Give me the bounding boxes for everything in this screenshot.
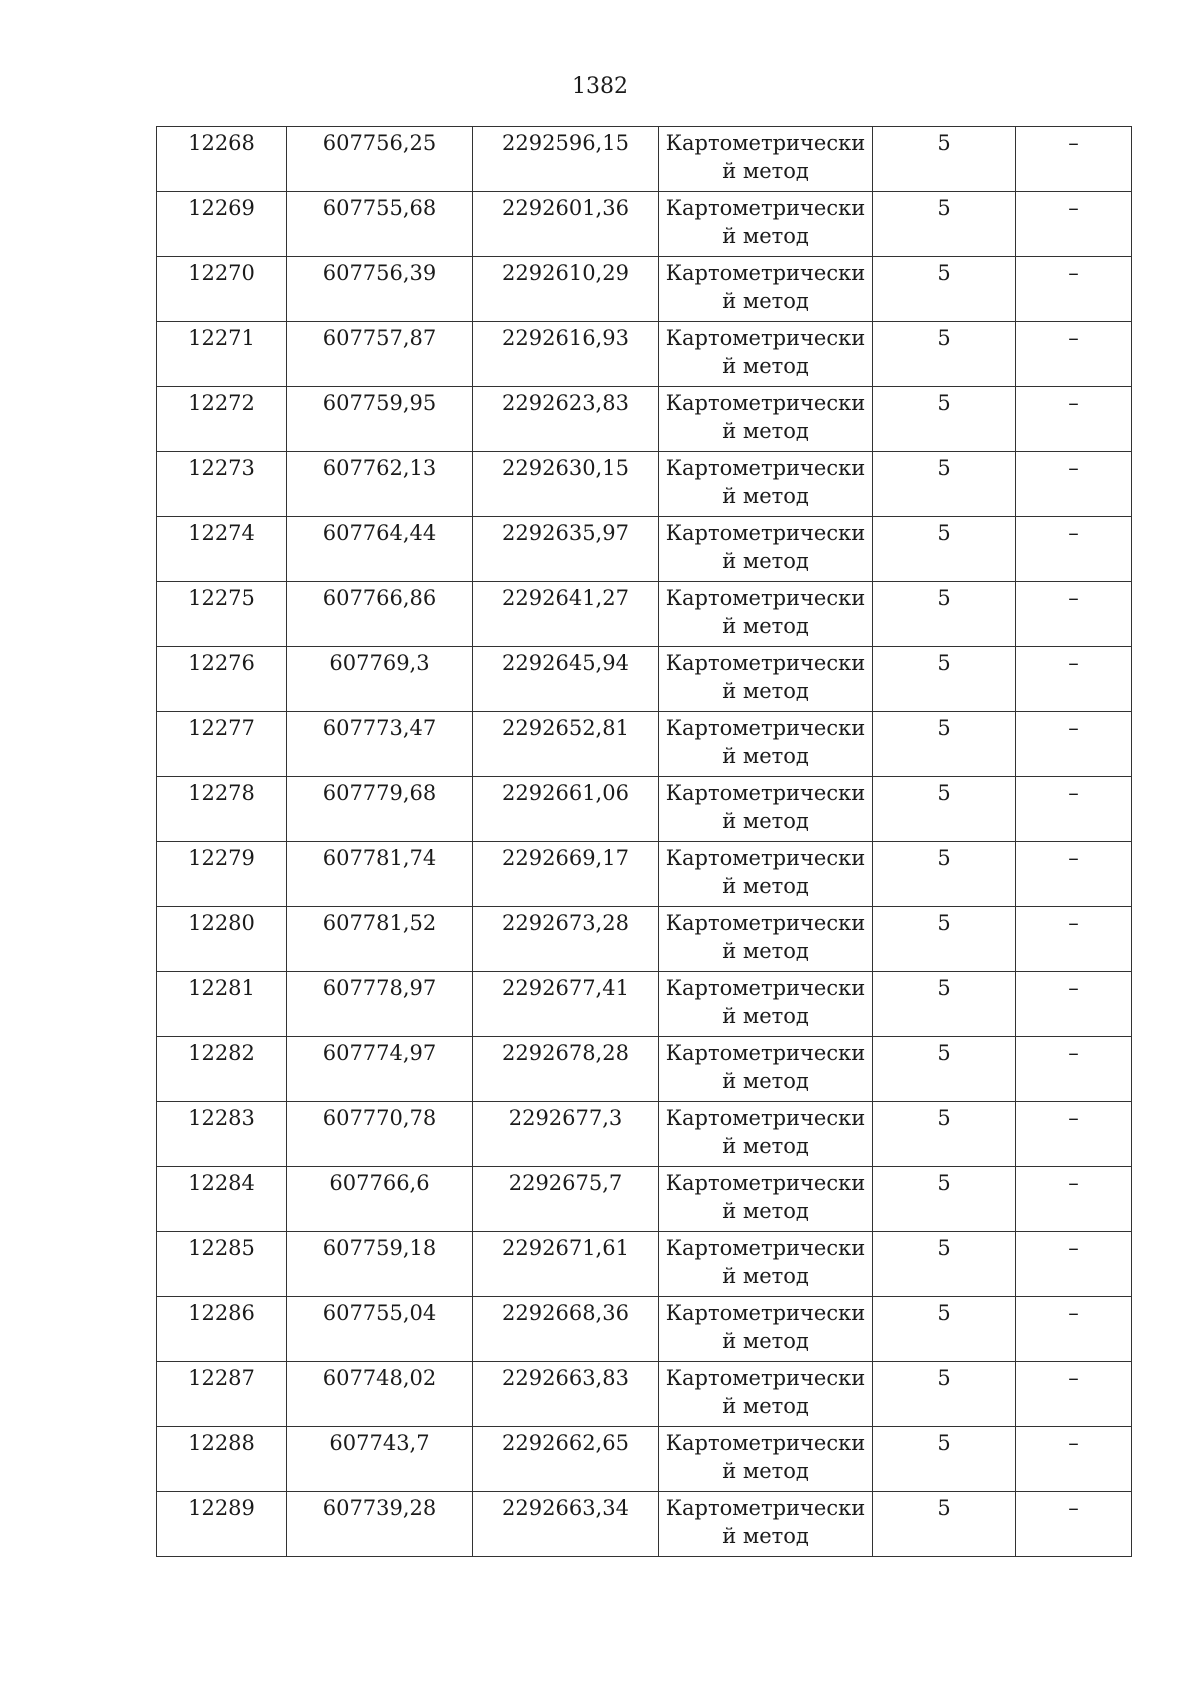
y-coordinate-cell: 2292677,3 [473,1102,659,1167]
accuracy-cell: 5 [873,647,1016,712]
table-row [157,1167,1132,1232]
point-number-cell: 12281 [157,972,287,1037]
accuracy-cell: 5 [873,972,1016,1037]
method-text-line: Картометрически [665,846,866,870]
x-coordinate-cell: 607779,68 [287,777,473,842]
point-number-cell: 12274 [157,517,287,582]
note-cell: – [1016,257,1132,322]
x-coordinate-cell: 607766,6 [287,1167,473,1232]
method-text-line: й метод [722,744,809,768]
method-text-line: Картометрически [665,651,866,675]
x-coordinate-cell: 607756,25 [287,127,473,192]
coordinates-table [156,126,1132,1557]
point-number-cell: 12273 [157,452,287,517]
table-row [157,1362,1132,1427]
method-text-line: й метод [722,809,809,833]
coordinates-table-body [157,127,1132,1557]
table-row [157,127,1132,192]
note-cell: – [1016,647,1132,712]
table-row [157,1232,1132,1297]
method-text-line: Картометрически [665,911,866,935]
y-coordinate-cell: 2292661,06 [473,777,659,842]
method-text-line: Картометрически [665,1366,866,1390]
method-text-line: й метод [722,874,809,898]
method-cell [659,1362,873,1427]
accuracy-cell: 5 [873,1362,1016,1427]
note-cell: – [1016,322,1132,387]
method-cell [659,712,873,777]
method-text-line: й метод [722,1524,809,1548]
point-number-cell: 12286 [157,1297,287,1362]
note-cell: – [1016,1232,1132,1297]
point-number-cell: 12285 [157,1232,287,1297]
x-coordinate-cell: 607770,78 [287,1102,473,1167]
method-cell [659,1297,873,1362]
method-cell [659,192,873,257]
method-text-line: й метод [722,1329,809,1353]
note-cell: – [1016,777,1132,842]
note-cell: – [1016,1297,1132,1362]
note-cell: – [1016,712,1132,777]
method-text-line: Картометрически [665,1236,866,1260]
y-coordinate-cell: 2292669,17 [473,842,659,907]
note-cell: – [1016,1492,1132,1557]
y-coordinate-cell: 2292596,15 [473,127,659,192]
y-coordinate-cell: 2292662,65 [473,1427,659,1492]
x-coordinate-cell: 607774,97 [287,1037,473,1102]
accuracy-cell: 5 [873,1167,1016,1232]
y-coordinate-cell: 2292673,28 [473,907,659,972]
y-coordinate-cell: 2292601,36 [473,192,659,257]
point-number-cell: 12271 [157,322,287,387]
x-coordinate-cell: 607759,18 [287,1232,473,1297]
table-row [157,777,1132,842]
point-number-cell: 12279 [157,842,287,907]
method-cell [659,972,873,1037]
accuracy-cell: 5 [873,192,1016,257]
x-coordinate-cell: 607759,95 [287,387,473,452]
note-cell: – [1016,1102,1132,1167]
table-row [157,257,1132,322]
table-row [157,1492,1132,1557]
method-text-line: Картометрически [665,1496,866,1520]
point-number-cell: 12275 [157,582,287,647]
method-text-line: Картометрически [665,521,866,545]
note-cell: – [1016,972,1132,1037]
point-number-cell: 12278 [157,777,287,842]
note-cell: – [1016,842,1132,907]
point-number-cell: 12272 [157,387,287,452]
method-cell [659,452,873,517]
method-cell [659,1037,873,1102]
point-number-cell: 12282 [157,1037,287,1102]
accuracy-cell: 5 [873,452,1016,517]
accuracy-cell: 5 [873,1232,1016,1297]
method-text-line: й метод [722,419,809,443]
method-text-line: й метод [722,939,809,963]
note-cell: – [1016,1362,1132,1427]
note-cell: – [1016,127,1132,192]
method-text-line: Картометрически [665,1301,866,1325]
method-text-line: й метод [722,614,809,638]
method-text-line: Картометрически [665,131,866,155]
method-cell [659,257,873,322]
y-coordinate-cell: 2292678,28 [473,1037,659,1102]
method-cell [659,322,873,387]
method-text-line: й метод [722,1069,809,1093]
note-cell: – [1016,192,1132,257]
method-text-line: Картометрически [665,1431,866,1455]
note-cell: – [1016,452,1132,517]
method-text-line: Картометрически [665,261,866,285]
y-coordinate-cell: 2292630,15 [473,452,659,517]
method-cell [659,647,873,712]
table-row [157,712,1132,777]
method-text-line: Картометрически [665,586,866,610]
x-coordinate-cell: 607781,74 [287,842,473,907]
method-text-line: й метод [722,224,809,248]
y-coordinate-cell: 2292635,97 [473,517,659,582]
accuracy-cell: 5 [873,842,1016,907]
point-number-cell: 12284 [157,1167,287,1232]
method-text-line: й метод [722,1199,809,1223]
method-text-line: Картометрически [665,1106,866,1130]
table-row [157,452,1132,517]
method-text-line: й метод [722,1134,809,1158]
y-coordinate-cell: 2292663,83 [473,1362,659,1427]
y-coordinate-cell: 2292645,94 [473,647,659,712]
accuracy-cell: 5 [873,1492,1016,1557]
method-cell [659,387,873,452]
note-cell: – [1016,517,1132,582]
x-coordinate-cell: 607766,86 [287,582,473,647]
table-row [157,1102,1132,1167]
table-row [157,1297,1132,1362]
accuracy-cell: 5 [873,1037,1016,1102]
x-coordinate-cell: 607743,7 [287,1427,473,1492]
method-cell [659,1492,873,1557]
point-number-cell: 12288 [157,1427,287,1492]
method-cell [659,1232,873,1297]
table-row [157,1427,1132,1492]
method-text-line: Картометрически [665,1041,866,1065]
y-coordinate-cell: 2292641,27 [473,582,659,647]
y-coordinate-cell: 2292675,7 [473,1167,659,1232]
table-row [157,387,1132,452]
accuracy-cell: 5 [873,257,1016,322]
point-number-cell: 12280 [157,907,287,972]
y-coordinate-cell: 2292652,81 [473,712,659,777]
accuracy-cell: 5 [873,1102,1016,1167]
y-coordinate-cell: 2292677,41 [473,972,659,1037]
accuracy-cell: 5 [873,777,1016,842]
method-cell [659,127,873,192]
table-row [157,972,1132,1037]
method-text-line: й метод [722,1459,809,1483]
method-text-line: Картометрически [665,1171,866,1195]
accuracy-cell: 5 [873,127,1016,192]
point-number-cell: 12268 [157,127,287,192]
x-coordinate-cell: 607739,28 [287,1492,473,1557]
accuracy-cell: 5 [873,387,1016,452]
method-text-line: Картометрически [665,391,866,415]
method-cell [659,582,873,647]
accuracy-cell: 5 [873,322,1016,387]
accuracy-cell: 5 [873,712,1016,777]
method-text-line: й метод [722,1264,809,1288]
accuracy-cell: 5 [873,1297,1016,1362]
y-coordinate-cell: 2292663,34 [473,1492,659,1557]
point-number-cell: 12269 [157,192,287,257]
x-coordinate-cell: 607773,47 [287,712,473,777]
method-text-line: Картометрически [665,976,866,1000]
note-cell: – [1016,1037,1132,1102]
x-coordinate-cell: 607762,13 [287,452,473,517]
accuracy-cell: 5 [873,517,1016,582]
point-number-cell: 12283 [157,1102,287,1167]
x-coordinate-cell: 607756,39 [287,257,473,322]
note-cell: – [1016,582,1132,647]
method-text-line: й метод [722,159,809,183]
table-row [157,647,1132,712]
method-text-line: Картометрически [665,716,866,740]
point-number-cell: 12277 [157,712,287,777]
method-text-line: й метод [722,549,809,573]
method-cell [659,777,873,842]
x-coordinate-cell: 607757,87 [287,322,473,387]
x-coordinate-cell: 607748,02 [287,1362,473,1427]
table-row [157,322,1132,387]
method-cell [659,1102,873,1167]
y-coordinate-cell: 2292623,83 [473,387,659,452]
method-cell [659,842,873,907]
note-cell: – [1016,1167,1132,1232]
accuracy-cell: 5 [873,582,1016,647]
accuracy-cell: 5 [873,1427,1016,1492]
point-number-cell: 12276 [157,647,287,712]
page-number: 1382 [572,74,628,99]
x-coordinate-cell: 607755,68 [287,192,473,257]
table-row [157,582,1132,647]
table-row [157,192,1132,257]
note-cell: – [1016,1427,1132,1492]
method-text-line: Картометрически [665,196,866,220]
table-row [157,907,1132,972]
point-number-cell: 12270 [157,257,287,322]
method-cell [659,907,873,972]
y-coordinate-cell: 2292668,36 [473,1297,659,1362]
point-number-cell: 12289 [157,1492,287,1557]
method-text-line: й метод [722,679,809,703]
x-coordinate-cell: 607764,44 [287,517,473,582]
note-cell: – [1016,387,1132,452]
method-text-line: Картометрически [665,781,866,805]
method-text-line: Картометрически [665,326,866,350]
method-text-line: й метод [722,484,809,508]
method-text-line: й метод [722,289,809,313]
method-cell [659,517,873,582]
note-cell: – [1016,907,1132,972]
method-text-line: й метод [722,1394,809,1418]
x-coordinate-cell: 607769,3 [287,647,473,712]
y-coordinate-cell: 2292610,29 [473,257,659,322]
point-number-cell: 12287 [157,1362,287,1427]
table-row [157,1037,1132,1102]
method-text-line: й метод [722,354,809,378]
x-coordinate-cell: 607755,04 [287,1297,473,1362]
y-coordinate-cell: 2292616,93 [473,322,659,387]
method-cell [659,1167,873,1232]
y-coordinate-cell: 2292671,61 [473,1232,659,1297]
table-row [157,842,1132,907]
table-row [157,517,1132,582]
x-coordinate-cell: 607778,97 [287,972,473,1037]
x-coordinate-cell: 607781,52 [287,907,473,972]
method-text-line: й метод [722,1004,809,1028]
method-text-line: Картометрически [665,456,866,480]
accuracy-cell: 5 [873,907,1016,972]
method-cell [659,1427,873,1492]
